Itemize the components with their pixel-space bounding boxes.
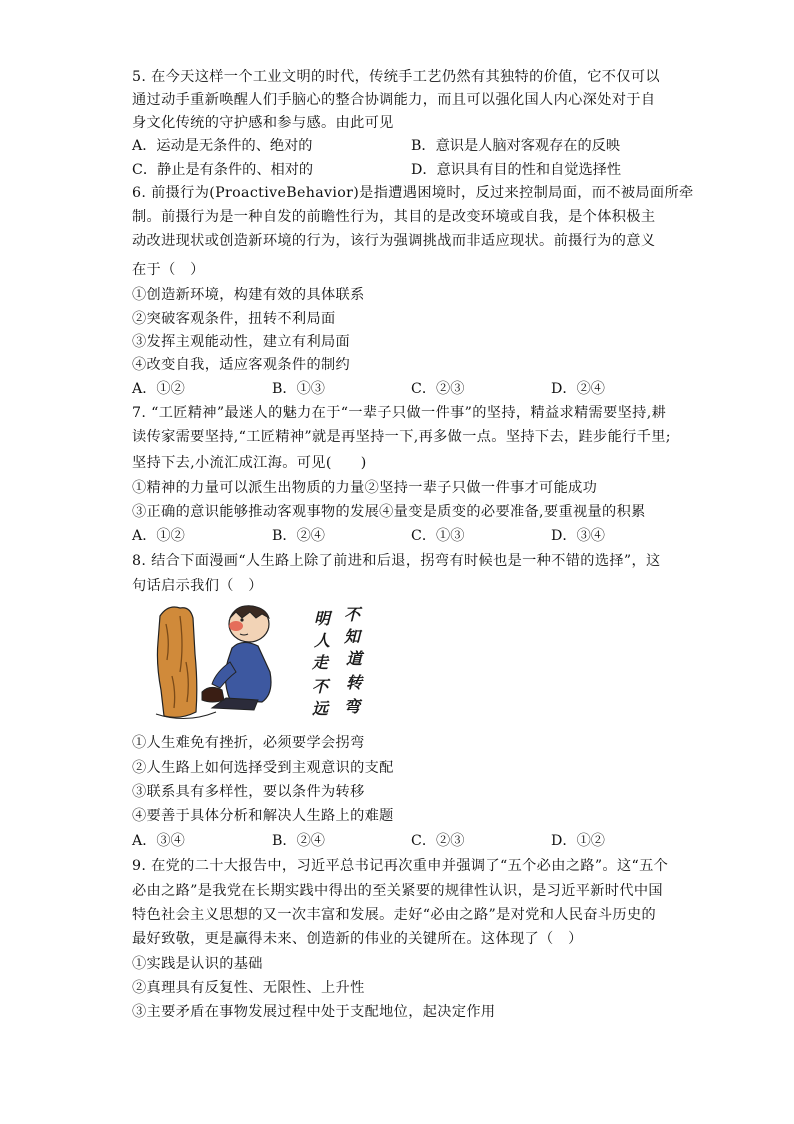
- q7-option-c: C．①③: [411, 528, 465, 544]
- q6-option-c: C．②③: [411, 381, 465, 397]
- q8-item-3: ③联系具有多样性，要以条件为转移: [132, 784, 365, 800]
- q7-stem-line-1: 7. “工匠精神”最迷人的魅力在于“一辈子只做一件事”的坚持，精益求精需要坚持,耕: [132, 405, 667, 421]
- q9-item-3: ③主要矛盾在事物发展过程中处于支配地位，起决定作用: [132, 1004, 496, 1020]
- q8-option-a: A．③④: [132, 833, 185, 849]
- caption-glyph-7: 人: [314, 631, 331, 650]
- q9-stem-line-3: 特色社会主义思想的又一次丰富和发展。走好“必由之路”是对党和人民奋斗历史的: [132, 907, 657, 923]
- q8-option-d: D．①②: [551, 833, 605, 849]
- q8-stem-line-1: 8. 结合下面漫画“人生路上除了前进和后退，拐弯有时候也是一种不错的选择”，这: [132, 553, 661, 569]
- q7-option-d: D．③④: [551, 528, 605, 544]
- q6-option-d: D．②④: [551, 381, 605, 397]
- q6-stem-line-2: 制。前摄行为是一种自发的前瞻性行为，其目的是改变环境或自我，是个体积极主: [132, 209, 656, 225]
- q9-item-2: ②真理具有反复性、无限性、上升性: [132, 980, 365, 996]
- q6-option-a: A．①②: [132, 381, 185, 397]
- caption-glyph-8: 走: [312, 653, 329, 672]
- q5-stem-line-2: 通过动手重新唤醒人们手脑心的整合协调能力，而且可以强化国人内心深处对于自: [132, 92, 656, 108]
- q6-item-3: ③发挥主观能动性，建立有利局面: [132, 334, 351, 350]
- stone-pillar-shape: [157, 607, 196, 717]
- cartoon-illustration: [146, 602, 382, 726]
- q7-option-b: B．②④: [272, 528, 325, 544]
- q7-item-line-2: ③正确的意识能够推动客观事物的发展④量变是质变的必要准备,要重视量的积累: [132, 504, 646, 520]
- q7-item-line-1: ①精神的力量可以派生出物质的力量②坚持一辈子只做一件事才可能成功: [132, 480, 598, 496]
- man-shoe-shape: [202, 687, 224, 702]
- q5-option-d: D．意识具有目的性和自觉选择性: [411, 162, 622, 178]
- q7-option-a: A．①②: [132, 528, 185, 544]
- q9-stem-line-2: 必由之路”是我党在长期实践中得出的至关紧要的规律性认识，是习近平新时代中国: [132, 883, 663, 899]
- q7-stem-line-3: 坚持下去,小流汇成江海。可见( ): [132, 455, 367, 471]
- caption-glyph-5: 弯: [344, 697, 361, 716]
- man-nose-shape: [229, 621, 243, 631]
- caption-glyph-3: 道: [346, 649, 363, 668]
- caption-glyph-1: 不: [344, 605, 361, 624]
- q6-item-1: ①创造新环境，构建有效的具体联系: [132, 287, 365, 303]
- q8-item-2: ②人生路上如何选择受到主观意识的支配: [132, 760, 394, 776]
- q9-stem-line-4: 最好致敬，更是赢得未来、创造新的伟业的关键所在。这体现了（ ）: [132, 931, 583, 947]
- q6-option-b: B．①③: [272, 381, 325, 397]
- caption-glyph-9: 不: [312, 677, 329, 696]
- q6-stem-line-1: 6. 前摄行为(ProactiveBehavior)是指遭遇困境时，反过来控制局面，而不被局面所牵: [132, 185, 694, 201]
- q5-stem-line-1: 5. 在今天这样一个工业文明的时代，传统手工艺仍然有其独特的价值，它不仅可以: [132, 69, 660, 85]
- caption-glyph-4: 转: [346, 673, 363, 692]
- q9-item-1: ①实践是认识的基础: [132, 956, 263, 972]
- caption-glyph-6: 明: [314, 609, 331, 628]
- q8-stem-line-2: 句话启示我们（ ）: [132, 578, 263, 594]
- q7-stem-line-2: 读传家需要坚持,“工匠精神”就是再坚持一下,再多做一点。坚持下去，跬步能行千里;: [132, 429, 671, 445]
- caption-glyph-10: 远: [312, 699, 329, 718]
- man-eye-shape: [240, 618, 243, 621]
- q6-stem-line-3: 动改进现状或创造新环境的行为，该行为强调挑战而非适应现状。前摄行为的意义: [132, 233, 656, 249]
- q8-option-b: B．②④: [272, 833, 325, 849]
- q5-stem-line-3: 身文化传统的守护感和参与感。由此可见: [132, 115, 394, 131]
- q8-option-c: C．②③: [411, 833, 465, 849]
- q5-option-c: C．静止是有条件的、相对的: [132, 162, 314, 178]
- q5-option-b: B．意识是人脑对客观存在的反映: [411, 138, 621, 154]
- caption-glyph-2: 知: [344, 627, 361, 646]
- q5-option-a: A．运动是无条件的、绝对的: [132, 138, 313, 154]
- q8-item-1: ①人生难免有挫折，必须要学会拐弯: [132, 735, 365, 751]
- q9-stem-line-1: 9. 在党的二十大报告中，习近平总书记再次重申并强调了“五个必由之路”。这“五个: [132, 858, 669, 874]
- q6-stem-line-4: 在于（ ）: [132, 262, 205, 278]
- q8-item-4: ④要善于具体分析和解决人生路上的难题: [132, 808, 394, 824]
- q6-item-4: ④改变自我，适应客观条件的制约: [132, 357, 351, 373]
- q6-item-2: ②突破客观条件，扭转不利局面: [132, 311, 336, 327]
